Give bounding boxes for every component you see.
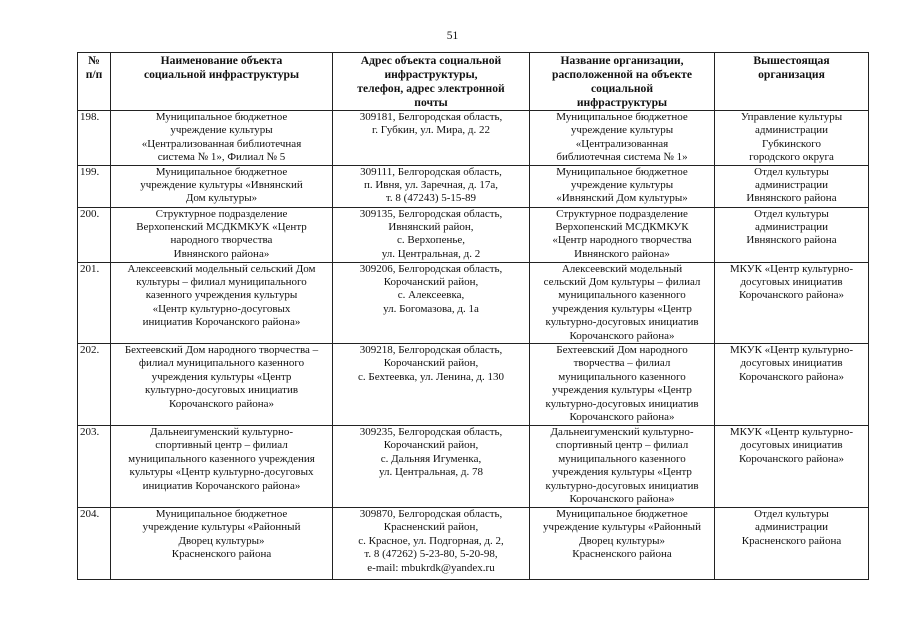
cell-line: социальной инфраструктуры: [143, 68, 300, 81]
cell-line: библиотечная система № 1»: [556, 151, 688, 164]
cell-line: п/п: [85, 68, 103, 81]
cell-line: Корочанский район,: [383, 276, 479, 289]
cell-line: Дальнеигуменский культурно-: [550, 426, 694, 439]
table-row: [78, 111, 869, 166]
cell-line: администрации: [755, 179, 828, 192]
cell-line: Бехтеевский Дом народного творчества –: [124, 344, 319, 357]
cell-line: Ивнянского района: [746, 192, 837, 205]
cell-line: городского округа: [749, 151, 834, 164]
cell-line: казенного учреждения культуры: [145, 289, 298, 302]
cell-line: Наименование объекта: [160, 54, 283, 67]
cell-line: Корочанского района»: [569, 329, 675, 342]
row-number: 203.: [78, 426, 111, 508]
header-cell-number: [78, 53, 111, 111]
cell-line: инициатив Корочанского района»: [142, 316, 301, 329]
cell-line: администрации: [755, 521, 828, 534]
parent-organization-cell: [715, 508, 869, 580]
row-number: 198.: [78, 111, 111, 166]
cell-line: учреждения культуры «Центр: [151, 370, 292, 383]
cell-line: МКУК «Центр культурно-: [729, 344, 854, 357]
cell-line: «Центр народного творчества: [552, 234, 692, 247]
cell-line: Адрес объекта социальной: [360, 54, 502, 67]
cell-line: Красненский район,: [383, 521, 479, 534]
cell-line: культурно-досуговых инициатив: [545, 397, 699, 410]
cell-line: Губкинского: [762, 137, 821, 150]
cell-line: ул. Центральная, д. 78: [378, 466, 484, 479]
header-cell-object-name: [111, 53, 333, 111]
cell-line: учреждение культуры «Районный: [543, 521, 701, 534]
organization-cell: [530, 165, 715, 207]
cell-line: ул. Богомазова, д. 1а: [383, 302, 479, 315]
cell-line: Структурное подразделение: [155, 207, 288, 220]
cell-line: Корочанского района»: [739, 452, 844, 465]
cell-line: Отдел культуры: [754, 165, 829, 178]
parent-organization-cell: [715, 262, 869, 343]
cell-line: Алексеевский модельный сельский Дом: [127, 262, 316, 275]
cell-line: Дом культуры»: [185, 192, 258, 205]
cell-line: спортивный центр – филиал: [155, 439, 288, 452]
cell-line: Алексеевский модельный: [561, 262, 683, 275]
parent-organization-cell: [715, 207, 869, 262]
cell-line: муниципального казенного учреждения: [128, 452, 315, 465]
cell-line: Красненского района: [171, 548, 272, 561]
cell-line: учреждение культуры «Ивнянский: [140, 179, 303, 192]
table-row: [78, 165, 869, 207]
organization-cell: [530, 262, 715, 343]
object-name-cell: [111, 508, 333, 580]
address-cell: [333, 344, 530, 426]
organization-cell: [530, 508, 715, 580]
table-row: [78, 344, 869, 426]
cell-line: 309218, Белгородская область,: [359, 344, 503, 357]
cell-line: сельский Дом культуры – филиал: [543, 276, 701, 289]
cell-line: г. Губкин, ул. Мира, д. 22: [372, 124, 490, 137]
parent-organization-cell: [715, 165, 869, 207]
cell-line: культурно-досуговых инициатив: [545, 479, 699, 492]
cell-line: филиал муниципального казенного: [138, 357, 305, 370]
cell-line: ул. Центральная, д. 2: [381, 247, 481, 260]
cell-line: т. 8 (47262) 5-23-80, 5-20-98,: [364, 548, 498, 561]
cell-line: Корочанского района»: [569, 493, 675, 506]
cell-line: досуговых инициатив: [740, 439, 843, 452]
cell-line: 309206, Белгородская область,: [359, 262, 503, 275]
cell-line: творчества – филиал: [573, 357, 671, 370]
cell-line: администрации: [755, 221, 828, 234]
parent-organization-cell: [715, 111, 869, 166]
object-name-cell: [111, 111, 333, 166]
cell-line: т. 8 (47243) 5-15-89: [385, 192, 477, 205]
address-cell: [333, 207, 530, 262]
cell-line: Структурное подразделение: [556, 207, 688, 220]
row-number: 202.: [78, 344, 111, 426]
cell-line: учреждение культуры «Районный: [142, 521, 301, 534]
cell-line: инфраструктуры: [576, 96, 668, 109]
cell-line: 309181, Белгородская область,: [359, 111, 503, 123]
address-cell: [333, 426, 530, 508]
header-cell-address: [333, 53, 530, 111]
cell-line: Корочанского района»: [739, 289, 844, 302]
cell-line: культуры «Центр культурно-досуговых: [129, 466, 314, 479]
cell-line: Верхопенский МСДКМКУК «Центр: [136, 221, 307, 234]
cell-line: Корочанского района»: [739, 370, 844, 383]
cell-line: учреждение культуры: [570, 124, 674, 137]
cell-line: e-mail: mbukrdk@yandex.ru: [367, 561, 495, 574]
cell-line: Ивнянского района»: [173, 247, 270, 260]
cell-line: Корочанского района»: [569, 411, 675, 424]
cell-line: культурно-досуговых инициатив: [144, 384, 299, 397]
cell-line: учреждения культуры «Центр: [552, 384, 692, 397]
cell-line: Верхопенский МСДКМКУК: [555, 221, 689, 234]
cell-line: Вышестоящая: [753, 54, 830, 67]
cell-line: Красненского района: [572, 548, 672, 561]
cell-line: Ивнянский район,: [388, 221, 474, 234]
object-name-cell: [111, 207, 333, 262]
cell-line: Управление культуры: [740, 111, 843, 123]
organization-cell: [530, 207, 715, 262]
table-row: [78, 262, 869, 343]
row-number: 201.: [78, 262, 111, 343]
cell-line: Муниципальное бюджетное: [556, 508, 688, 521]
cell-line: инициатив Корочанского района»: [142, 479, 301, 492]
cell-line: учреждение культуры: [170, 124, 273, 137]
row-number: 204.: [78, 508, 111, 580]
cell-line: Красненского района: [741, 534, 842, 547]
cell-line: Бехтеевский Дом народного: [556, 344, 688, 357]
cell-line: Ивнянского района»: [574, 247, 670, 260]
table-row: [78, 207, 869, 262]
cell-line: №: [88, 54, 100, 67]
cell-line: Отдел культуры: [754, 508, 829, 521]
cell-line: с. Красное, ул. Подгорная, д. 2,: [358, 534, 504, 547]
cell-line: 309135, Белгородская область,: [359, 207, 503, 220]
cell-line: муниципального казенного: [558, 289, 686, 302]
organization-cell: [530, 426, 715, 508]
address-cell: [333, 508, 530, 580]
cell-line: муниципального казенного: [558, 370, 686, 383]
cell-line: учреждения культуры «Центр: [552, 466, 692, 479]
cell-line: с. Алексеевка,: [397, 289, 465, 302]
infrastructure-table: [77, 52, 869, 580]
cell-line: учреждения культуры «Центр: [552, 302, 692, 315]
cell-line: администрации: [755, 124, 828, 137]
cell-line: расположенной на объекте: [552, 68, 692, 81]
address-cell: [333, 111, 530, 166]
row-number: 200.: [78, 207, 111, 262]
cell-line: культурно-досуговых инициатив: [545, 316, 699, 329]
cell-line: «Центр культурно-досуговых: [152, 302, 291, 315]
cell-line: народного творчества: [170, 234, 273, 247]
header-cell-organization: [530, 53, 715, 111]
cell-line: Муниципальное бюджетное: [155, 111, 288, 123]
organization-cell: [530, 344, 715, 426]
cell-line: Муниципальное бюджетное: [155, 165, 288, 178]
cell-line: «Централизованная: [575, 137, 669, 150]
cell-line: с. Бехтеевка, ул. Ленина, д. 130: [358, 370, 504, 383]
table-row: [78, 426, 869, 508]
cell-line: инфраструктуры,: [384, 68, 478, 81]
cell-line: «Ивнянский Дом культуры»: [556, 192, 688, 205]
cell-line: п. Ивня, ул. Заречная, д. 17а,: [363, 179, 499, 192]
cell-line: Дворец культуры»: [178, 534, 265, 547]
cell-line: 309235, Белгородская область,: [359, 426, 503, 439]
cell-line: Корочанский район,: [383, 357, 479, 370]
table-header-row: [78, 53, 869, 111]
cell-line: МКУК «Центр культурно-: [729, 426, 854, 439]
object-name-cell: [111, 165, 333, 207]
page-number: 51: [446, 30, 459, 42]
object-name-cell: [111, 426, 333, 508]
parent-organization-cell: [715, 344, 869, 426]
cell-line: учреждение культуры: [570, 179, 674, 192]
cell-line: Корочанский район,: [383, 439, 479, 452]
cell-line: Муниципальное бюджетное: [556, 165, 688, 178]
cell-line: Дальнеигуменский культурно-: [150, 426, 293, 439]
address-cell: [333, 165, 530, 207]
header-cell-parent-organization: [715, 53, 869, 111]
object-name-cell: [111, 262, 333, 343]
cell-line: «Централизованная библиотечная: [141, 137, 302, 150]
cell-line: МКУК «Центр культурно-: [729, 262, 854, 275]
cell-line: телефон, адрес электронной: [357, 82, 505, 95]
table-row: [78, 508, 869, 580]
cell-line: спортивный центр – филиал: [555, 439, 689, 452]
row-number: 199.: [78, 165, 111, 207]
object-name-cell: [111, 344, 333, 426]
cell-line: организация: [758, 68, 825, 81]
cell-line: культуры – филиал муниципального: [136, 276, 307, 289]
cell-line: досуговых инициатив: [740, 276, 843, 289]
cell-line: Ивнянского района: [746, 234, 837, 247]
cell-line: 309870, Белгородская область,: [359, 508, 503, 521]
organization-cell: [530, 111, 715, 166]
cell-line: Дворец культуры»: [579, 534, 665, 547]
cell-line: Муниципальное бюджетное: [556, 111, 688, 123]
cell-line: социальной: [591, 82, 653, 95]
cell-line: Отдел культуры: [754, 207, 829, 220]
address-cell: [333, 262, 530, 343]
cell-line: система № 1», Филиал № 5: [157, 151, 286, 164]
cell-line: 309111, Белгородская область,: [360, 165, 502, 178]
cell-line: Название организации,: [560, 54, 684, 67]
cell-line: Муниципальное бюджетное: [155, 508, 288, 521]
cell-line: почты: [414, 96, 448, 109]
cell-line: Корочанского района»: [169, 397, 274, 410]
cell-line: досуговых инициатив: [740, 357, 843, 370]
parent-organization-cell: [715, 426, 869, 508]
cell-line: с. Дальняя Игуменка,: [380, 452, 482, 465]
cell-line: с. Верхопенье,: [397, 234, 465, 247]
cell-line: муниципального казенного: [558, 452, 686, 465]
